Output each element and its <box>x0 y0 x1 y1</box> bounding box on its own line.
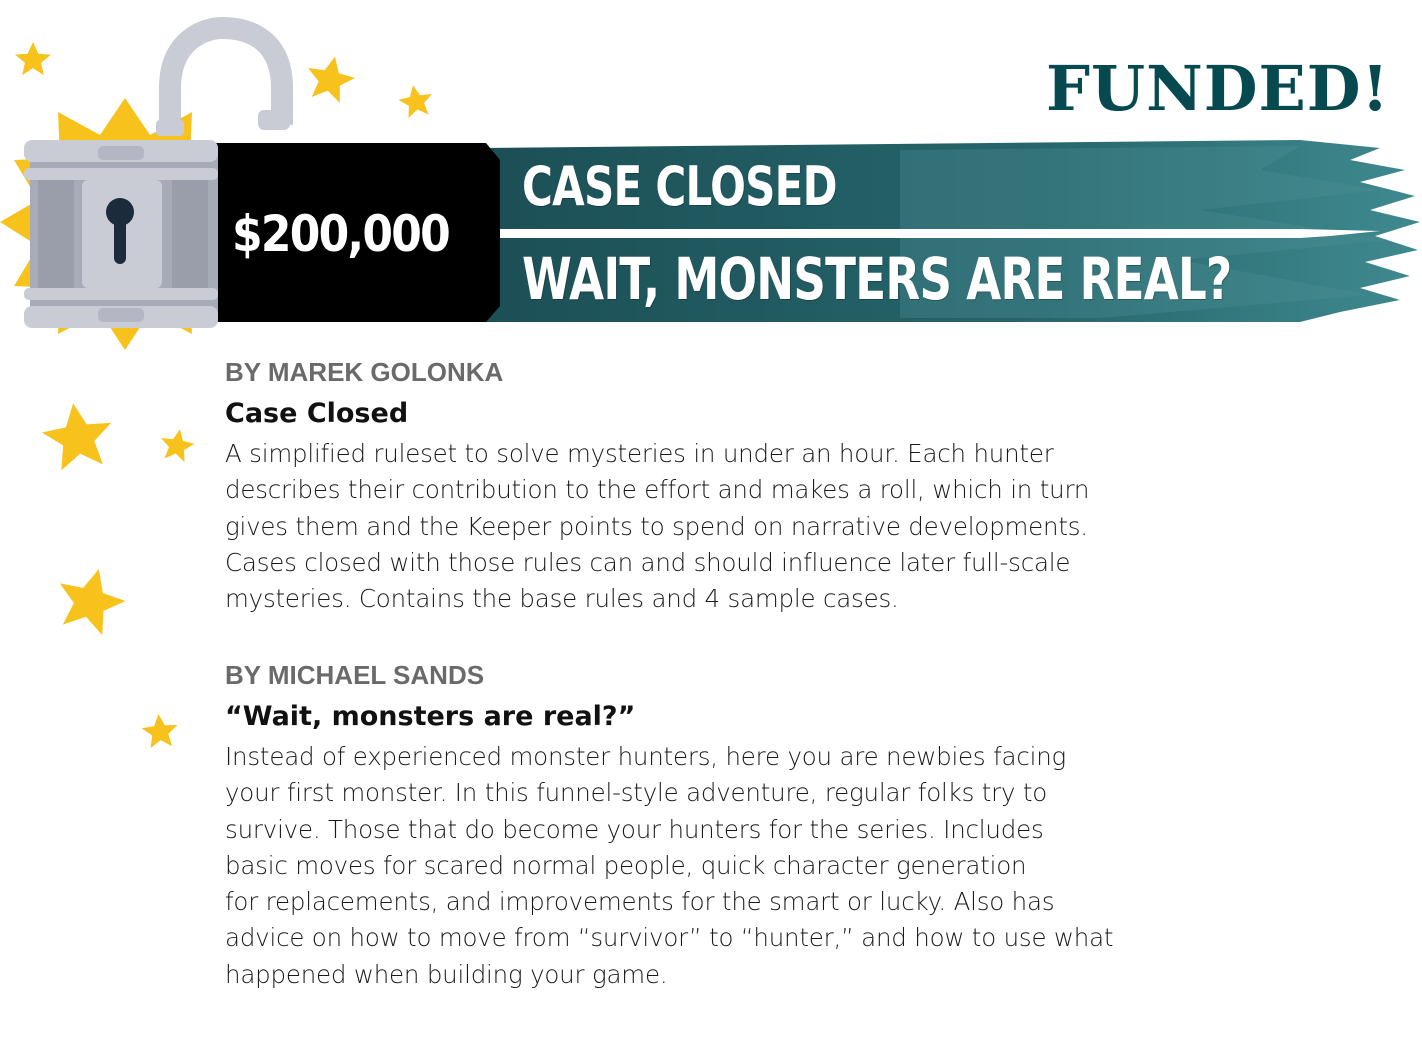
description-line: mysteries. Contains the base rules and 4 sample cases. <box>225 584 899 614</box>
section-title: “Wait, monsters are real?” <box>225 701 636 732</box>
side-stars <box>0 380 220 780</box>
section-description <box>225 739 1235 993</box>
section-title: Case Closed <box>225 398 409 429</box>
unlock-title-case-closed: CASE CLOSED <box>522 155 837 218</box>
star-icon <box>158 426 197 463</box>
funding-amount: $200,000 <box>232 205 449 263</box>
author-byline: BY MAREK GOLONKA <box>225 357 504 387</box>
star-icon <box>302 52 358 105</box>
description-line: Instead of experienced monster hunters, here you are newbies facing <box>225 742 1067 771</box>
description-line: basic moves for scared normal people, quick character generation <box>225 850 1027 880</box>
description-line: survive. Those that do become your hunters for the series. Includes <box>225 814 1044 844</box>
description-line: for replacements, and improvements for the smart or lucky. Also has <box>225 887 1055 917</box>
star-icon <box>396 82 435 119</box>
description-line: happened when building your game. <box>225 959 668 989</box>
star-icon <box>38 398 116 472</box>
funded-heading: FUNDED! <box>1046 52 1390 125</box>
author-byline: BY MICHAEL SANDS <box>225 660 485 690</box>
description-line: your first monster. In this funnel-style adventure, regular folks try to <box>225 778 1048 808</box>
section-description <box>225 436 1235 617</box>
section-monsters-real <box>225 659 1235 993</box>
description-line: Cases closed with those rules can and should influence later full-scale <box>225 547 1071 577</box>
description-line: describes their contribution to the effort and makes a roll, which in turn <box>225 475 1090 505</box>
unlock-title-monsters-real: WAIT, MONSTERS ARE REAL? <box>522 245 1232 313</box>
description-line: gives them and the Keeper points to spend on narrative developments. <box>225 511 1088 541</box>
description-line: A simplified ruleset to solve mysteries in under an hour. Each hunter <box>225 439 1054 468</box>
section-case-closed <box>225 356 1235 617</box>
description-line: advice on how to move from “survivor” to “hunter,” and how to use what <box>225 923 1114 953</box>
star-icon <box>50 560 132 638</box>
star-icon <box>15 42 51 75</box>
star-icon <box>140 712 179 748</box>
